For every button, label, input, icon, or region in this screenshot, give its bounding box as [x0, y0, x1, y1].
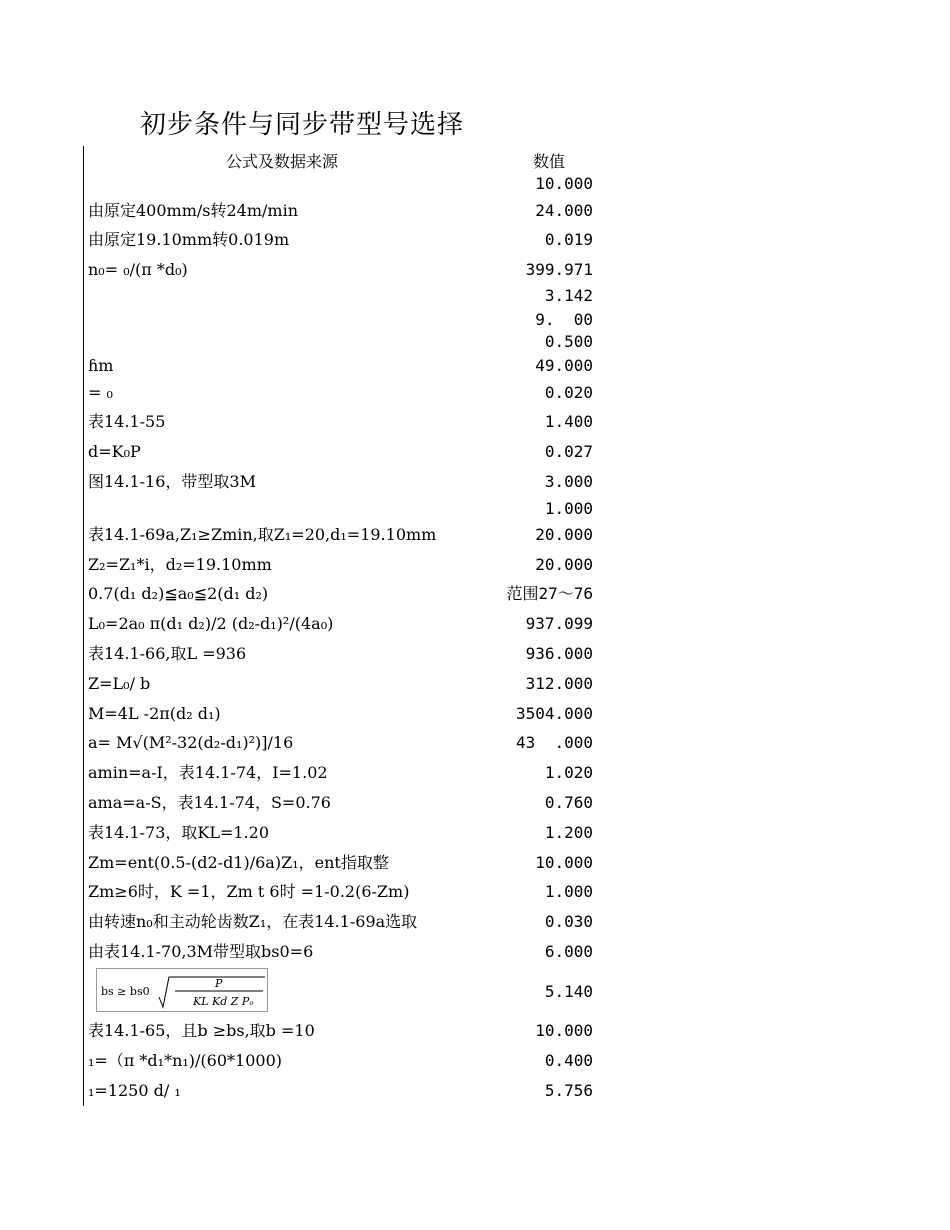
formula-cell: a= M√(M²-32(d₂-d₁)²)]/16 — [88, 733, 294, 752]
formula-cell: 表14.1-69a,Z₁≥Zmin,取Z₁=20,d₁=19.10mm — [88, 525, 437, 544]
formula-cell: 由原定400mm/s转24m/min — [88, 201, 299, 220]
value-cell: 20.000 — [535, 525, 593, 544]
formula-cell: 表14.1-65，且b ≥bs,取b =10 — [88, 1021, 315, 1040]
table-row — [0, 499, 950, 527]
value-cell: 49.000 — [535, 356, 593, 375]
value-cell: 0.027 — [544, 442, 593, 461]
formula-cell: d=K₀P — [88, 442, 141, 461]
table-row — [0, 356, 950, 384]
table-row — [0, 472, 950, 500]
value-cell: 5.756 — [544, 1081, 593, 1100]
bs-formula-image — [96, 968, 268, 1012]
formula-cell: ₁=（π *d₁*n₁)/(60*1000) — [88, 1051, 282, 1070]
value-cell: 10.000 — [535, 853, 593, 872]
value-cell: 1.400 — [544, 412, 593, 431]
table-row — [0, 1021, 950, 1049]
value-cell: 0.030 — [544, 912, 593, 931]
value-cell: 24.000 — [535, 201, 593, 220]
formula-cell: 图14.1-16，带型取3M — [88, 472, 256, 491]
value-cell: 399.971 — [525, 260, 593, 279]
formula-cell: 表14.1-66,取L =936 — [88, 644, 247, 663]
table-row — [0, 644, 950, 672]
formula-denominator: KL Kd Z Pₒ — [193, 995, 254, 1008]
formula-cell: Zm≥6时，K =1，Zm t 6时 =1-0.2(6-Zm) — [88, 882, 410, 901]
value-cell: 1.000 — [544, 499, 593, 518]
table-row — [0, 442, 950, 470]
table-row — [0, 230, 950, 258]
table-row — [0, 555, 950, 583]
table-row — [0, 882, 950, 910]
formula-lhs: bs ≥ bs0 — [101, 985, 150, 998]
formula-cell: ₁=1250 d/ ₁ — [88, 1081, 181, 1100]
table-row — [0, 823, 950, 851]
value-cell: 312.000 — [525, 674, 593, 693]
table-row — [0, 201, 950, 229]
table-row — [0, 174, 950, 202]
table-row — [0, 1051, 950, 1079]
table-row — [0, 383, 950, 411]
formula-cell: ɦm — [88, 356, 114, 375]
formula-cell: 表14.1-55 — [88, 412, 166, 431]
table-row — [0, 614, 950, 642]
value-cell: 0.019 — [544, 230, 593, 249]
formula-cell: 由原定19.10mm转0.019m — [88, 230, 290, 249]
formula-cell: Z₂=Z₁*i，d₂=19.10mm — [88, 555, 272, 574]
table-row — [0, 942, 950, 970]
formula-cell: Z=L₀/ b — [88, 674, 151, 693]
formula-cell: M=4L -2π(d₂ d₁) — [88, 704, 221, 723]
formula-cell: 表14.1-73，取KL=1.20 — [88, 823, 270, 842]
value-cell: 10.000 — [535, 174, 593, 193]
formula-cell: 0.7(d₁ d₂)≦a₀≦2(d₁ d₂) — [88, 584, 269, 603]
table-row — [0, 1081, 950, 1109]
value-cell: 1.000 — [544, 882, 593, 901]
table-row — [0, 733, 950, 761]
value-cell: 范围27～76 — [506, 584, 593, 603]
formula-cell: amin=a-I，表14.1-74，I=1.02 — [88, 763, 328, 782]
header-value: 数值 — [533, 152, 566, 171]
value-cell: 3.142 — [544, 286, 593, 305]
value-cell: 43 .000 — [515, 733, 593, 752]
formula-numerator: P — [215, 977, 223, 990]
table-row — [0, 584, 950, 612]
table-row — [0, 853, 950, 881]
table-row — [0, 525, 950, 553]
value-cell: 10.000 — [535, 1021, 593, 1040]
value-cell: 0.500 — [544, 332, 593, 351]
value-cell: 3504.000 — [515, 704, 593, 723]
formula-cell: 由表14.1-70,3M带型取bs0=6 — [88, 942, 314, 961]
value-cell: 936.000 — [525, 644, 593, 663]
value-cell: 3.000 — [544, 472, 593, 491]
value-cell: 0.400 — [544, 1051, 593, 1070]
table-row — [0, 763, 950, 791]
table-row — [0, 793, 950, 821]
value-cell: 1.020 — [544, 763, 593, 782]
formula-cell: ama=a-S，表14.1-74，S=0.76 — [88, 793, 331, 812]
table-row — [0, 912, 950, 940]
value-cell: 0.760 — [544, 793, 593, 812]
value-cell: 937.099 — [525, 614, 593, 633]
value-cell: 5.140 — [544, 982, 593, 1001]
formula-cell: 由转速n₀和主动轮齿数Z₁，在表14.1-69a选取 — [88, 912, 418, 931]
table-row — [0, 704, 950, 732]
formula-cell: L₀=2a₀ π(d₁ d₂)/2 (d₂-d₁)²/(4a₀) — [88, 614, 334, 633]
value-cell: 20.000 — [535, 555, 593, 574]
value-cell: 9. 00 — [535, 310, 593, 329]
formula-cell: = ₀ — [88, 383, 113, 402]
header-formula: 公式及数据来源 — [226, 152, 339, 171]
value-cell: 0.020 — [544, 383, 593, 402]
value-cell: 1.200 — [544, 823, 593, 842]
table-row — [0, 674, 950, 702]
formula-cell: n₀= ₀/(π *d₀) — [88, 260, 188, 279]
table-row — [0, 412, 950, 440]
page-title: 初步条件与同步带型号选择 — [140, 110, 465, 140]
table-row — [0, 260, 950, 288]
formula-cell: Zm=ent(0.5-(d2-d1)/6a)Z₁，ent指取整 — [88, 853, 389, 872]
value-cell: 6.000 — [544, 942, 593, 961]
